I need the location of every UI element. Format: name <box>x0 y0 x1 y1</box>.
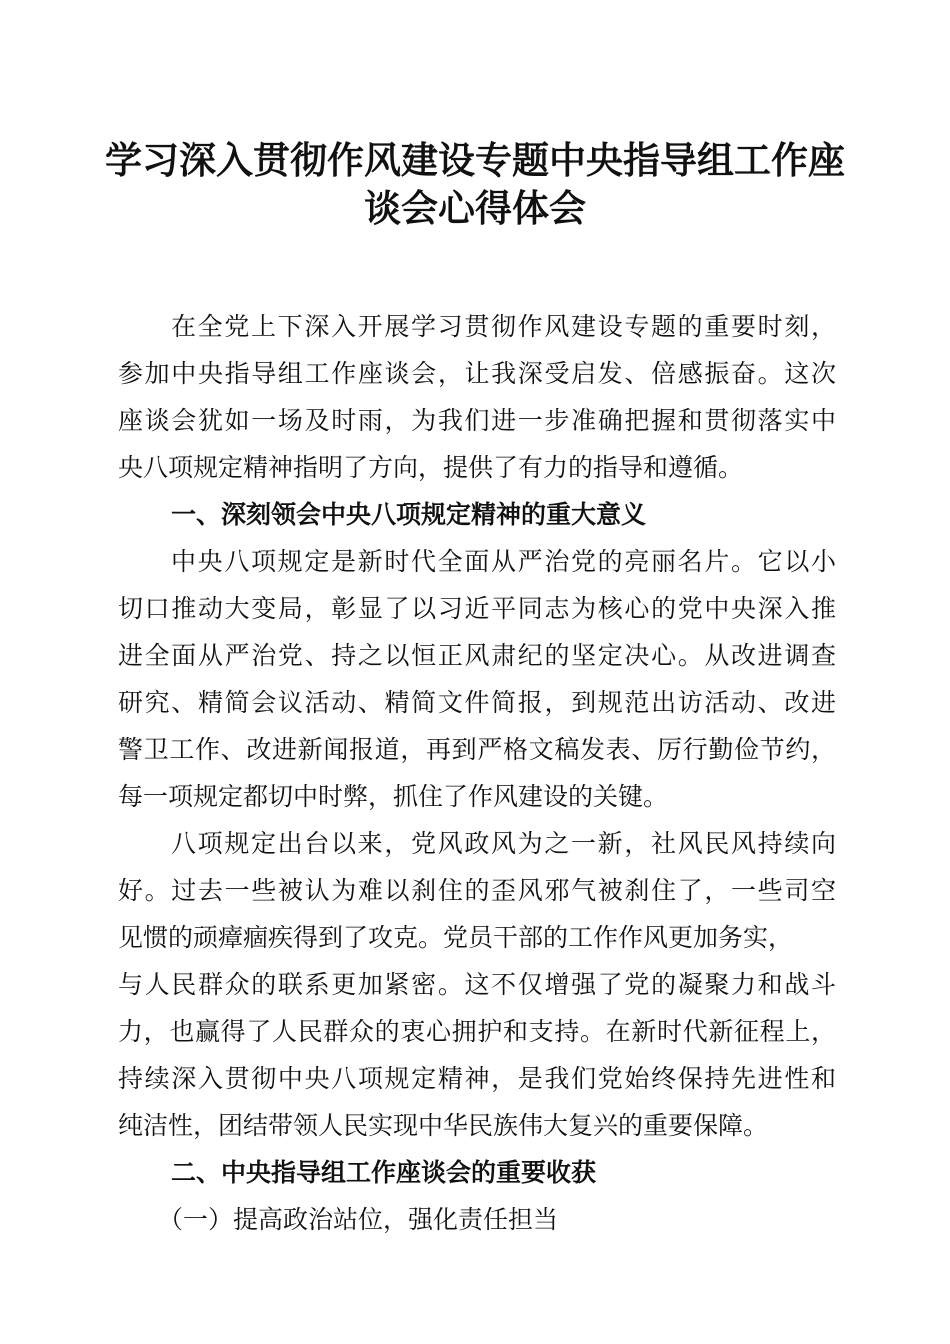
text-line: 央八项规定精神指明了方向，提供了有力的指导和遵循。 <box>118 453 744 482</box>
text-line: 研究、精简会议活动、精简文件简报，到规范出访活动、改进 <box>118 688 836 717</box>
document-body <box>118 303 836 1243</box>
paragraph-significance <box>118 538 836 820</box>
text-line: 进全面从严治党、持之以恒正风肃纪的坚定决心。从改进调查 <box>118 641 836 670</box>
text-line: 切口推动大变局，彰显了以习近平同志为核心的党中央深入推 <box>118 594 836 623</box>
document-title-line-2: 谈会心得体会 <box>364 186 586 230</box>
text-line: 好。过去一些被认为难以刹住的歪风邪气被刹住了，一些司空 <box>118 876 836 905</box>
text-line: 见惯的顽瘴痼疾得到了攻克。党员干部的工作作风更加务实， <box>118 923 794 952</box>
text-line: 参加中央指导组工作座谈会，让我深受启发、倍感振奋。这次 <box>118 359 836 388</box>
section-heading-1: 一、深刻领会中央八项规定精神的重大意义 <box>171 500 647 529</box>
text-line: 与人民群众的联系更加紧密。这不仅增强了党的凝聚力和战斗 <box>118 970 836 999</box>
text-line: 座谈会犹如一场及时雨，为我们进一步准确把握和贯彻落实中 <box>118 406 836 435</box>
text-line: 纯洁性，团结带领人民实现中华民族伟大复兴的重要保障。 <box>118 1111 769 1140</box>
text-line: 每一项规定都切中时弊，抓住了作风建设的关键。 <box>118 782 669 811</box>
document-title-line-1: 学习深入贯彻作风建设专题中央指导组工作座 <box>105 138 845 182</box>
subsection-heading-1: （一）提高政治站位，强化责任担当 <box>158 1205 559 1234</box>
text-line: 八项规定出台以来，党风政风为之一新，社风民风持续向 <box>171 829 836 858</box>
text-line: 持续深入贯彻中央八项规定精神，是我们党始终保持先进性和 <box>118 1064 836 1093</box>
text-line: 在全党上下深入开展学习贯彻作风建设专题的重要时刻， <box>171 312 836 341</box>
text-line: 警卫工作、改进新闻报道，再到严格文稿发表、厉行勤俭节约， <box>118 735 836 764</box>
text-line: 力，也赢得了人民群众的衷心拥护和支持。在新时代新征程上， <box>118 1017 836 1046</box>
paragraph-intro <box>118 303 836 491</box>
text-line: 中央八项规定是新时代全面从严治党的亮丽名片。它以小 <box>171 547 836 576</box>
paragraph-achievements <box>118 820 836 1149</box>
section-heading-2: 二、中央指导组工作座谈会的重要收获 <box>171 1158 597 1187</box>
